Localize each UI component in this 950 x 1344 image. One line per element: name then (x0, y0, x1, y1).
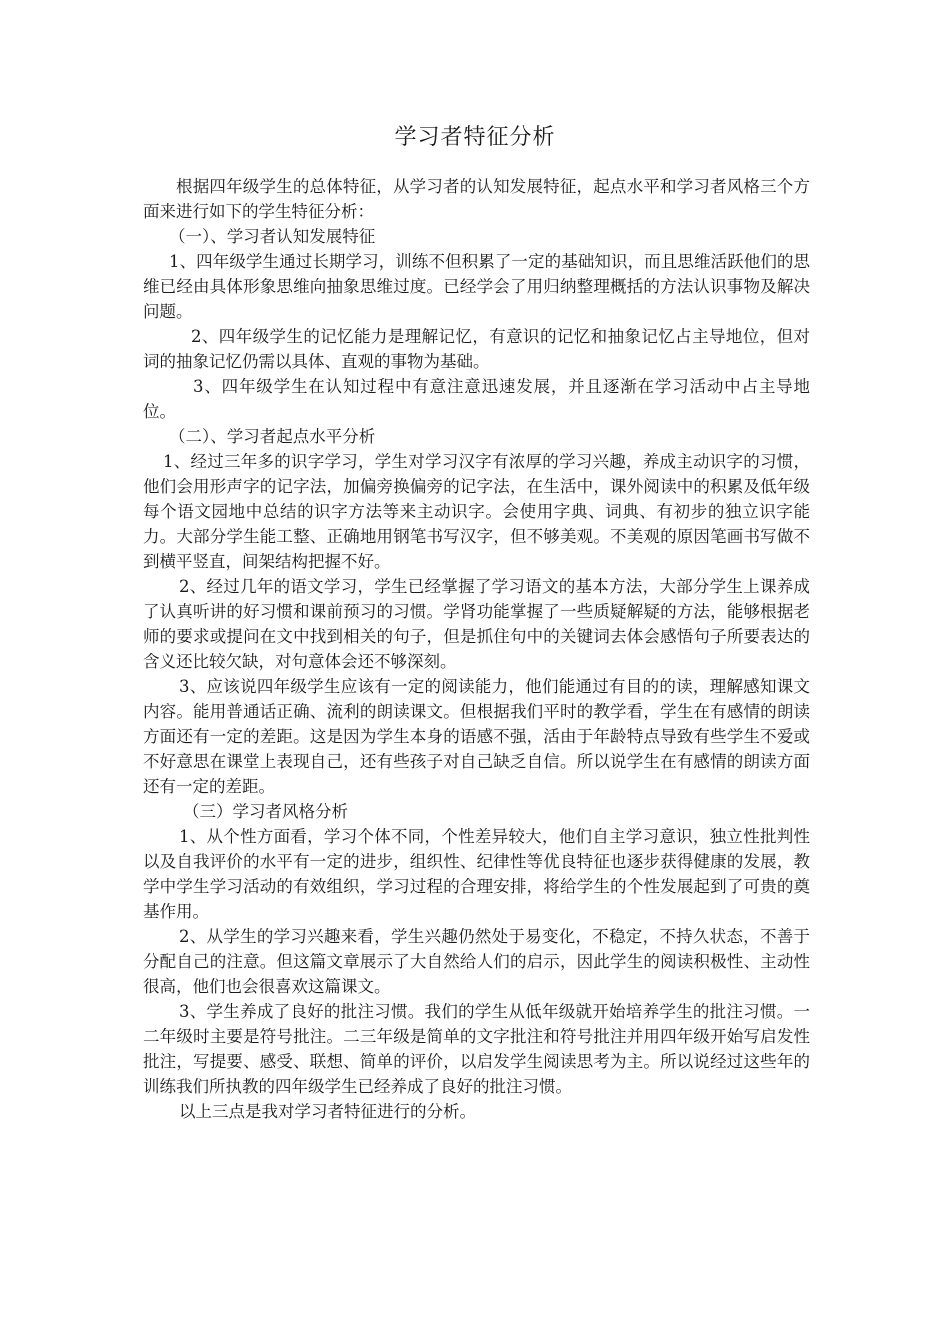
section-heading-cognitive: （一）、学习者认知发展特征 (169, 227, 376, 246)
section-heading-style: （三）学习者风格分析 (183, 802, 348, 821)
paragraph-style-1: 1、从个性方面看，学习个体不同，个性差异较大，他们自主学习意识，独立性批判性以及自我评价的水平有一定的进步，组织性、纪律性等优良特征也逐步获得健康的发展，教学中学生学习活动的有效组织，学习过程的合理安排，将给学生的个性发展起到了可贵的奠基作用。 (143, 827, 810, 921)
document-body (143, 174, 810, 1124)
paragraph-cognitive-2: 2、四年级学生的记忆能力是理解记忆，有意识的记忆和抽象记忆占主导地位，但对词的抽象记忆仍需以具体、直观的事物为基础。 (143, 327, 810, 371)
paragraph-style-2: 2、从学生的学习兴趣来看，学生兴趣仍然处于易变化，不稳定，不持久状态，不善于分配自己的注意。但这篇文章展示了大自然给人们的启示，因此学生的阅读积极性、主动性很高，他们也会很喜欢这篇课文。 (143, 927, 810, 996)
closing-paragraph: 以上三点是我对学习者特征进行的分析。 (179, 1102, 476, 1121)
paragraph-starting-level-3: 3、应该说四年级学生应该有一定的阅读能力，他们能通过有目的的读，理解感知课文内容。能用普通话正确、流利的朗读课文。但根据我们平时的教学看，学生在有感情的朗读方面还有一定的差距。这是因为学生本身的语感不强，活由于年龄特点导致有些学生不爱或不好意思在课堂上表现自己，还有些孩子对自己缺乏自信。所以说学生在有感情的朗读方面还有一定的差距。 (143, 677, 810, 796)
paragraph-starting-level-2: 2、经过几年的语文学习，学生已经掌握了学习语文的基本方法，大部分学生上课养成了认真听讲的好习惯和课前预习的习惯。学肾功能掌握了一些质疑解疑的方法，能够根据老师的要求或提问在文中找到相关的句子，但是抓住句中的关键词去体会感悟句子所要表达的含义还比较欠缺，对句意体会还不够深刻。 (143, 577, 810, 671)
section-heading-starting-level: （二）、学习者起点水平分析 (169, 427, 376, 446)
paragraph-cognitive-1: 1、四年级学生通过长期学习，训练不但积累了一定的基础知识，而且思维活跃他们的思维已经由具体形象思维向抽象思维过度。已经学会了用归纳整理概括的方法认识事物及解决问题。 (143, 252, 810, 321)
paragraph-cognitive-3: 3、四年级学生在认知过程中有意注意迅速发展，并且逐渐在学习活动中占主导地位。 (143, 377, 810, 421)
intro-paragraph: 根据四年级学生的总体特征，从学习者的认知发展特征，起点水平和学习者风格三个方面来进行如下的学生特征分析： (143, 177, 810, 221)
document-title: 学习者特征分析 (394, 125, 556, 150)
paragraph-style-3: 3、学生养成了良好的批注习惯。我们的学生从低年级就开始培养学生的批注习惯。一二年级时主要是符号批注。二三年级是简单的文字批注和符号批注并用四年级开始写启发性批注，写提要、感受、联想、简单的评价，以启发学生阅读思考为主。所以说经过这些年的训练我们所执教的四年级学生已经养成了良好的批注习惯。 (143, 1002, 810, 1096)
paragraph-starting-level-1: 1、经过三年多的识字学习，学生对学习汉字有浓厚的学习兴趣，养成主动识字的习惯，他们会用形声字的记字法，加偏旁换偏旁的记字法，在生活中，课外阅读中的积累及低年级每个语文园地中总结的识字方法等来主动识字。会使用字典、词典、有初步的独立识字能力。大部分学生能工整、正确地用钢笔书写汉字，但不够美观。不美观的原因笔画书写做不到横平竖直，间架结构把握不好。 (143, 452, 810, 571)
